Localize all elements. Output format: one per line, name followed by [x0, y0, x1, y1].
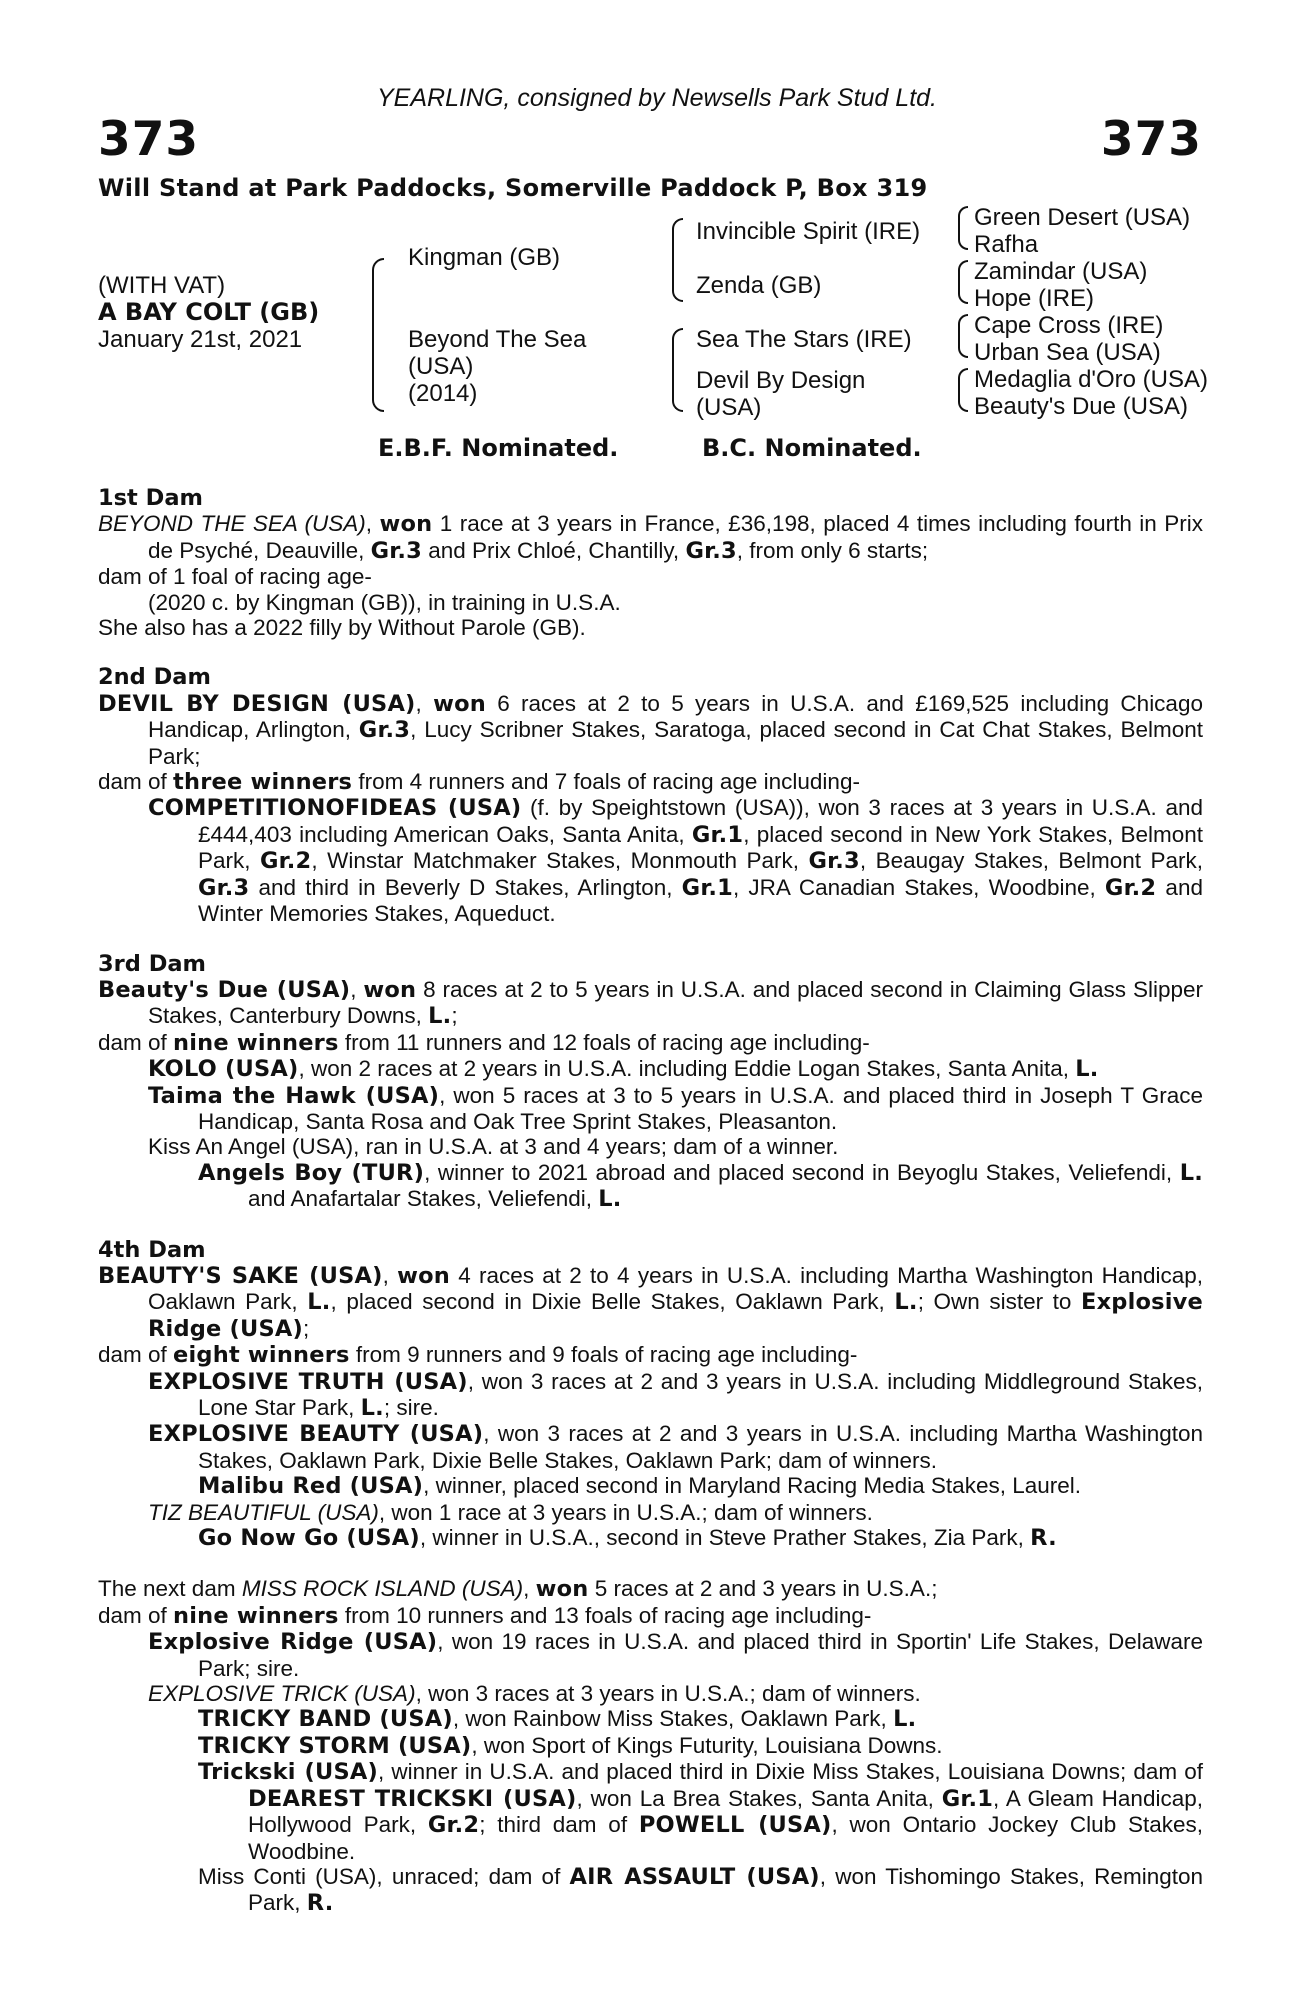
text: , [415, 690, 434, 716]
text: , won Tishomingo Stakes, Remington Park, [248, 1863, 1203, 1916]
pedigree-dam-sire: Sea The Stars (IRE) [696, 326, 912, 353]
text: , won Rainbow Miss Stakes, Oaklawn Park, [452, 1706, 894, 1732]
horse-name: TIZ BEAUTIFUL (USA) [148, 1499, 379, 1525]
text: , winner in U.S.A. and placed third in Dixie Miss Stakes, Louisiana Downs; dam of [378, 1759, 1203, 1785]
first-dam-produce-summary: dam of 1 foal of racing age- [98, 564, 372, 590]
fourth-dam-produce-2 [98, 1421, 1203, 1473]
bc-nominated: B.C. Nominated. [702, 434, 922, 462]
pedigree-dam-year: (2014) [408, 380, 478, 407]
pedigree-sire-sire: Invincible Spirit (IRE) [696, 218, 921, 245]
horse-name: Trickski (USA) [198, 1759, 379, 1786]
grade-label: R. [1030, 1525, 1057, 1552]
winners-count: three winners [173, 769, 353, 796]
catalogue-body [98, 486, 1203, 1917]
horse-name: Malibu Red (USA) [198, 1473, 424, 1500]
grade-label: Gr.3 [685, 537, 737, 564]
pedigree-brace-g3 [958, 314, 968, 358]
dam-name: MISS ROCK ISLAND (USA) [241, 1576, 524, 1602]
third-dam-grandproduce-1 [98, 1160, 1203, 1213]
fourth-dam-produce-1 [98, 1369, 1203, 1422]
pedigree-gg-1: Green Desert (USA) [974, 204, 1191, 231]
consignment-line: YEARLING, consigned by Newsells Park Stud Ltd. [377, 84, 937, 112]
third-dam-record [98, 977, 1203, 1030]
text: ; Own sister to [917, 1289, 1082, 1315]
third-dam-produce-1 [98, 1056, 1203, 1082]
third-dam-section [98, 952, 1203, 1213]
won-label: won [379, 511, 433, 538]
pedigree-dam-name: Beyond The Sea [408, 326, 587, 353]
third-dam-produce-summary [98, 1030, 1203, 1056]
dam-name: BEAUTY'S SAKE (USA) [98, 1262, 383, 1289]
next-dam-produce-2 [98, 1681, 1203, 1706]
grade-label: Gr.2 [1104, 874, 1157, 901]
text: ; [303, 1315, 310, 1341]
third-dam-produce-3: Kiss An Angel (USA), ran in U.S.A. at 3 and 4 years; dam of a winner. [148, 1134, 839, 1160]
horse-name: Angels Boy (TUR) [198, 1159, 425, 1186]
fourth-dam-produce-3 [98, 1500, 1203, 1525]
pedigree-gg-5: Cape Cross (IRE) [974, 312, 1164, 339]
grade-label: Gr.3 [808, 848, 860, 875]
text: , [365, 511, 380, 537]
horse-name: KOLO (USA) [148, 1056, 299, 1083]
pedigree-gg-6: Urban Sea (USA) [974, 339, 1161, 366]
third-dam-produce-2 [98, 1083, 1203, 1135]
horse-name: DEAREST TRICKSKI (USA) [248, 1785, 577, 1812]
text: , placed second in Dixie Belle Stakes, Oaklawn Park, [330, 1289, 895, 1315]
horse-name: EXPLOSIVE TRUTH (USA) [148, 1368, 468, 1395]
grade-label: Gr.3 [358, 717, 411, 744]
text: , won 1 race at 3 years in U.S.A.; dam of winners. [378, 1499, 873, 1525]
pedigree-brace-g2 [958, 260, 968, 304]
text: , won 3 races at 3 years in U.S.A.; dam of winners. [415, 1681, 921, 1707]
grade-label: L. [598, 1186, 622, 1213]
text: , Lucy Scribner Stakes, Saratoga, placed second in Cat Chat Stakes, Belmont Park; [148, 717, 1203, 769]
text: dam of [98, 1342, 174, 1368]
grade-label: R. [306, 1890, 334, 1917]
won-label: won [397, 1262, 450, 1289]
grade-label: L. [428, 1003, 452, 1030]
text: ; [451, 1003, 458, 1029]
text: , won 19 races in U.S.A. and placed third in Sportin' Life Stakes, Delaware Park; sire. [198, 1629, 1203, 1681]
horse-name: Go Now Go (USA) [198, 1525, 420, 1552]
pedigree-sire-dam: Zenda (GB) [696, 272, 822, 299]
grade-label: L. [307, 1289, 331, 1316]
next-dam-section [98, 1576, 1203, 1916]
pedigree-brace-sire [672, 218, 683, 302]
vat-note: (WITH VAT) [98, 272, 226, 299]
grade-label: Gr.3 [370, 537, 422, 564]
pedigree-brace-dam [672, 328, 683, 412]
text: , won Ontario Jockey Club Stakes, Woodbine. [248, 1812, 1204, 1864]
text: 5 races at 2 and 3 years in U.S.A.; [588, 1576, 938, 1602]
next-dam-grandproduce-3 [98, 1759, 1203, 1864]
horse-name: Taima the Hawk (USA) [148, 1082, 440, 1109]
text: dam of [98, 1029, 174, 1055]
text: , winner in U.S.A., second in Steve Prather Stakes, Zia Park, [419, 1525, 1031, 1551]
text: , from only 6 starts; [736, 537, 929, 563]
next-dam-produce-1 [98, 1629, 1203, 1681]
text: from 11 runners and 12 foals of racing age including- [338, 1029, 870, 1055]
text: , won 5 races at 3 to 5 years in U.S.A. and placed third in Joseph T Grace Handicap, Santa Rosa and Oak Tree Sprint Stakes, Pleasanton. [198, 1082, 1203, 1134]
grade-label: Gr.1 [691, 821, 744, 848]
next-dam-record [98, 1576, 1203, 1602]
first-dam-title: 1st Dam [98, 485, 203, 511]
fourth-dam-produce-summary [98, 1342, 1203, 1368]
text: , won La Brea Stakes, Santa Anita, [576, 1785, 942, 1811]
text: dam of [98, 1602, 174, 1628]
text: Miss Conti (USA), unraced; dam of [198, 1863, 570, 1889]
next-dam-grandproduce-4 [98, 1864, 1203, 1917]
pedigree-gg-7: Medaglia d'Oro (USA) [974, 366, 1208, 393]
text: , won 2 races at 2 years in U.S.A. including Eddie Logan Stakes, Santa Anita, [298, 1056, 1076, 1082]
text: , [523, 1576, 536, 1602]
pedigree-dam-country: (USA) [408, 353, 474, 380]
foaling-date: January 21st, 2021 [98, 326, 303, 353]
text: , placed second in New York Stakes, Belmont Park, [198, 821, 1203, 874]
pedigree-gg-8: Beauty's Due (USA) [974, 393, 1188, 420]
second-dam-title: 2nd Dam [98, 664, 211, 691]
grade-label: Gr.2 [260, 848, 312, 875]
next-dam-grandproduce-2 [98, 1733, 1203, 1759]
text: and third in Beverly D Stakes, Arlington, [249, 874, 682, 900]
text: from 4 runners and 7 foals of racing age including- [352, 769, 860, 795]
next-dam-grandproduce-1 [98, 1706, 1203, 1732]
winners-count: eight winners [173, 1342, 350, 1369]
text: , won Sport of Kings Futurity, Louisiana Downs. [471, 1732, 943, 1758]
second-dam-produce-summary [98, 769, 1203, 795]
first-dam-record [98, 511, 1203, 564]
text: and Prix Chloé, Chantilly, [421, 537, 686, 563]
text: , won 3 races at 2 and 3 years in U.S.A. including Martha Washington Stakes, Oaklawn Park, Dixie Belle Stakes, Oaklawn Park; dam of winners. [198, 1421, 1204, 1473]
horse-name: Explosive Ridge (USA) [148, 1629, 438, 1656]
fourth-dam-title: 4th Dam [98, 1236, 206, 1263]
grade-label: L. [894, 1289, 918, 1316]
horse-name: TRICKY BAND (USA) [198, 1706, 453, 1733]
fourth-dam-record [98, 1263, 1203, 1342]
text: The next dam [98, 1576, 242, 1602]
won-label: won [535, 1576, 589, 1603]
pedigree-gg-4: Hope (IRE) [974, 285, 1095, 312]
text: (f. by Speightstown (USA)), won 3 races at 3 years in U.S.A. and £444,403 including American Oaks, Santa Anita, [198, 795, 1203, 847]
text: dam of [98, 769, 174, 795]
winners-count: nine winners [173, 1029, 339, 1056]
fourth-dam-section [98, 1238, 1203, 1552]
first-dam-produce-1: (2020 c. by Kingman (GB)), in training in U.S.A. [148, 589, 621, 615]
second-dam-section [98, 665, 1203, 926]
pedigree-dam-dam: Devil By Design [696, 367, 866, 394]
pedigree-dam-dam-country: (USA) [696, 394, 762, 421]
grade-label: L. [360, 1395, 384, 1421]
text: , Beaugay Stakes, Belmont Park, [859, 848, 1203, 874]
text: , won 3 races at 2 and 3 years in U.S.A. including Middleground Stakes, Lone Star Park, [198, 1368, 1203, 1420]
text: , winner to 2021 abroad and placed second in Beyoglu Stakes, Veliefendi, [424, 1159, 1180, 1185]
fourth-dam-grandproduce-1 [98, 1473, 1203, 1499]
winners-count: nine winners [173, 1602, 339, 1629]
text: 4 races at 2 to 4 years in U.S.A. including Martha Washington Handicap, Oaklawn Park, [148, 1262, 1204, 1315]
text: ; third dam of [479, 1812, 639, 1838]
grade-label: Gr.3 [198, 874, 250, 901]
text: , [350, 976, 364, 1002]
text: , JRA Canadian Stakes, Woodbine, [733, 874, 1105, 900]
lot-number-right: 373 [1100, 112, 1202, 167]
fourth-dam-grandproduce-2 [98, 1525, 1203, 1551]
pedigree-gg-3: Zamindar (USA) [974, 258, 1148, 285]
text: , Winstar Matchmaker Stakes, Monmouth Park, [311, 848, 809, 874]
first-dam-note: She also has a 2022 filly by Without Parole (GB). [98, 615, 586, 641]
grade-label: L. [893, 1706, 917, 1733]
horse-name: COMPETITIONOFIDEAS (USA) [148, 795, 522, 822]
text: ; sire. [383, 1395, 439, 1420]
horse-name: Explosive Ridge (USA) [148, 1289, 1204, 1342]
dam-name: BEYOND THE SEA (USA) [98, 511, 366, 537]
pedigree-brace-g4 [958, 368, 968, 412]
first-dam-section [98, 486, 1203, 640]
grade-label: L. [1075, 1056, 1099, 1083]
grade-label: Gr.1 [681, 874, 734, 901]
horse-name: A BAY COLT (GB) [98, 298, 320, 326]
grade-label: Gr.2 [427, 1812, 480, 1839]
horse-name: EXPLOSIVE TRICK (USA) [148, 1681, 416, 1707]
lot-number-left: 373 [98, 112, 200, 167]
horse-name: EXPLOSIVE BEAUTY (USA) [148, 1421, 484, 1448]
stand-location: Will Stand at Park Paddocks, Somerville Paddock P, Box 319 [98, 174, 928, 202]
third-dam-title: 3rd Dam [98, 950, 206, 977]
dam-name: Beauty's Due (USA) [98, 976, 351, 1003]
horse-name: POWELL (USA) [638, 1812, 832, 1839]
text: 1 race at 3 years in France, £36,198, placed 4 times including fourth in Prix de Psyché, Deauville, [148, 511, 1203, 563]
horse-name: TRICKY STORM (USA) [198, 1732, 472, 1759]
text: from 10 runners and 13 foals of racing age including- [338, 1602, 872, 1628]
second-dam-produce-1 [98, 795, 1203, 926]
text: and Winter Memories Stakes, Aqueduct. [198, 874, 1203, 927]
second-dam-record [98, 691, 1203, 769]
text: , [382, 1262, 398, 1288]
text: , winner, placed second in Maryland Racing Media Stakes, Laurel. [423, 1473, 1082, 1499]
grade-label: L. [1179, 1159, 1203, 1186]
dam-name: DEVIL BY DESIGN (USA) [98, 690, 416, 717]
text: 6 races at 2 to 5 years in U.S.A. and £169,525 including Chicago Handicap, Arlington, [148, 690, 1203, 743]
pedigree-brace-g1 [958, 206, 968, 250]
pedigree-sire: Kingman (GB) [408, 244, 561, 271]
grade-label: Gr.1 [941, 1785, 994, 1812]
pedigree-gg-2: Rafha [974, 231, 1039, 258]
text: from 9 runners and 9 foals of racing age including- [349, 1342, 858, 1368]
text: and Anafartalar Stakes, Veliefendi, [248, 1186, 599, 1212]
ebf-nominated: E.B.F. Nominated. [378, 434, 619, 462]
text: , A Gleam Handicap, Hollywood Park, [248, 1785, 1203, 1838]
won-label: won [433, 690, 486, 717]
pedigree-brace-main [372, 258, 384, 412]
won-label: won [363, 976, 417, 1003]
text: 8 races at 2 to 5 years in U.S.A. and placed second in Claiming Glass Slipper Stakes, Canterbury Downs, [148, 976, 1203, 1029]
next-dam-produce-summary [98, 1603, 1203, 1629]
horse-name: AIR ASSAULT (USA) [569, 1863, 820, 1890]
